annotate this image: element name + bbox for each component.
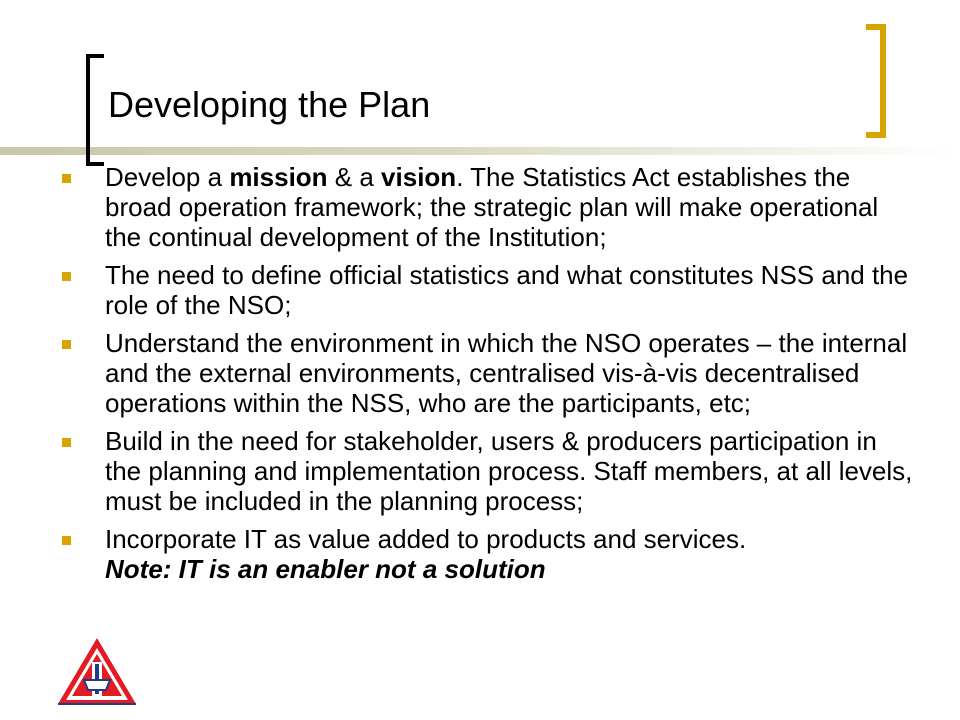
bullet-item bbox=[60, 260, 920, 320]
bullet-text: Incorporate IT as value added to products and services. bbox=[105, 524, 747, 554]
slide-title: Developing the Plan bbox=[108, 84, 431, 125]
square-bullet-icon bbox=[62, 340, 71, 349]
bullet-emphasis: vision bbox=[381, 162, 457, 192]
bullet-emphasis: mission bbox=[229, 162, 328, 192]
right-bracket-decoration bbox=[866, 24, 886, 138]
bullet-item bbox=[60, 328, 920, 418]
bullet-list bbox=[60, 162, 920, 592]
organization-logo bbox=[56, 636, 138, 706]
square-bullet-icon bbox=[62, 438, 71, 447]
bullet-text: Understand the environment in which the NSO operates – the internal and the external environments, centralised vis-à-vis decentralised operations within the NSS, who are the participants, etc; bbox=[105, 328, 908, 418]
left-bracket-decoration bbox=[86, 54, 104, 166]
bullet-item bbox=[60, 162, 920, 252]
bullet-text: Build in the need for stakeholder, users & producers participation in the planning and implementation process. Staff members, at all levels, must be included in the planning process; bbox=[105, 426, 913, 516]
bullet-text: . The Statistics Act establishes the broad operation framework; the strategic plan will make operational the continual development of the Institution; bbox=[105, 162, 879, 252]
square-bullet-icon bbox=[62, 272, 71, 281]
bullet-item bbox=[60, 426, 920, 516]
bullet-item bbox=[60, 524, 920, 584]
bullet-note: Note: IT is an enabler not a solution bbox=[105, 554, 546, 584]
square-bullet-icon bbox=[62, 174, 71, 183]
bullet-text: The need to define official statistics and what constitutes NSS and the role of the NSO; bbox=[105, 260, 909, 320]
bullet-text: Develop a bbox=[105, 162, 230, 192]
bullet-text: & a bbox=[327, 162, 382, 192]
square-bullet-icon bbox=[62, 536, 71, 545]
title-underline-rule bbox=[0, 147, 960, 155]
